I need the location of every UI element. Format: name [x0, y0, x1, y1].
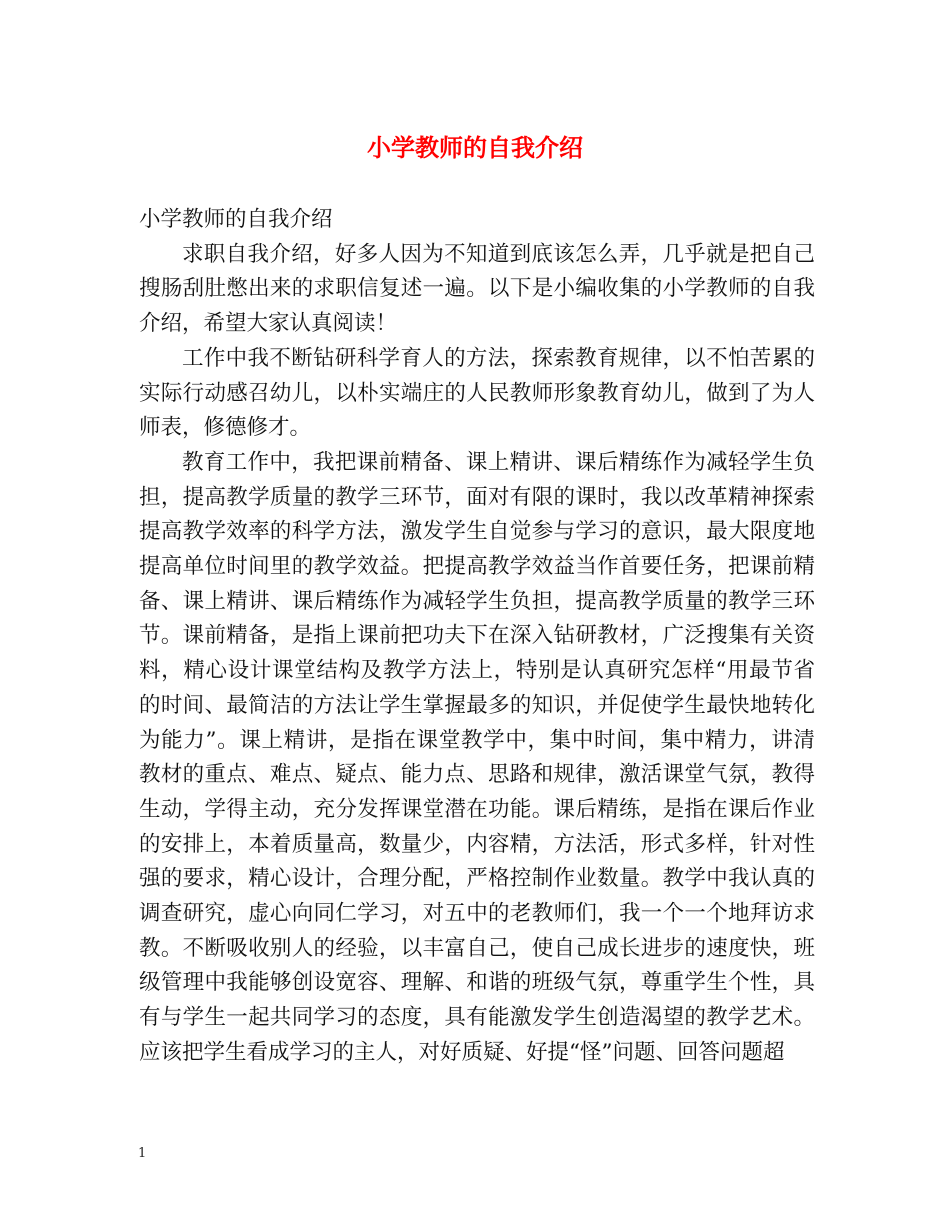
paragraph-1: 求职自我介绍，好多人因为不知道到底该怎么弄，几乎就是把自己搜肠刮肚憋出来的求职信复述一遍。以下是小编收集的小学教师的自我介绍，希望大家认真阅读！: [139, 241, 815, 337]
heading-line: 小学教师的自我介绍: [139, 207, 333, 232]
document-title: 小学教师的自我介绍: [367, 133, 583, 162]
page-number: 1: [138, 1146, 147, 1161]
document-body: [139, 203, 815, 1071]
paragraph-2: 工作中我不断钻研科学育人的方法，探索教育规律，以不怕苦累的实际行动感召幼儿，以朴实端庄的人民教师形象教育幼儿，做到了为人师表，修德修才。: [139, 345, 815, 441]
paragraph-3: 教育工作中，我把课前精备、课上精讲、课后精练作为减轻学生负担，提高教学质量的教学三环节，面对有限的课时，我以改革精神探索提高教学效率的科学方法，激发学生自觉参与学习的意识，最大限度地提高单位时间里的教学效益。把提高教学效益当作首要任务，把课前精备、课上精讲、课后精练作为减轻学生负担，提高教学质量的教学三环节。课前精备，是指上课前把功夫下在深入钻研教材，广泛搜集有关资料，精心设计课堂结构及教学方法上，特别是认真研究怎样“用最节省的时间、最简洁的方法让学生掌握最多的知识，并促使学生最快地转化为能力”。课上精讲，是指在课堂教学中，集中时间，集中精力，讲清教材的重点、难点、疑点、能力点、思路和规律，激活课堂气氛，教得生动，学得主动，充分发挥课堂潜在功能。课后精练，是指在课后作业的安排上，本着质量高，数量少，内容精，方法活，形式多样，针对性强的要求，精心设计，合理分配，严格控制作业数量。教学中我认真的调查研究，虚心向同仁学习，对五中的老教师们，我一个一个地拜访求教。不断吸收别人的经验，以丰富自己，使自己成长进步的速度快，班级管理中我能够创设宽容、理解、和谐的班级气氛，尊重学生个性，具有与学生一起共同学习的态度，具有能激发学生创造渴望的教学艺术。应该把学生看成学习的主人，对好质疑、好提“怪”问题、回答问题超: [139, 449, 815, 1065]
